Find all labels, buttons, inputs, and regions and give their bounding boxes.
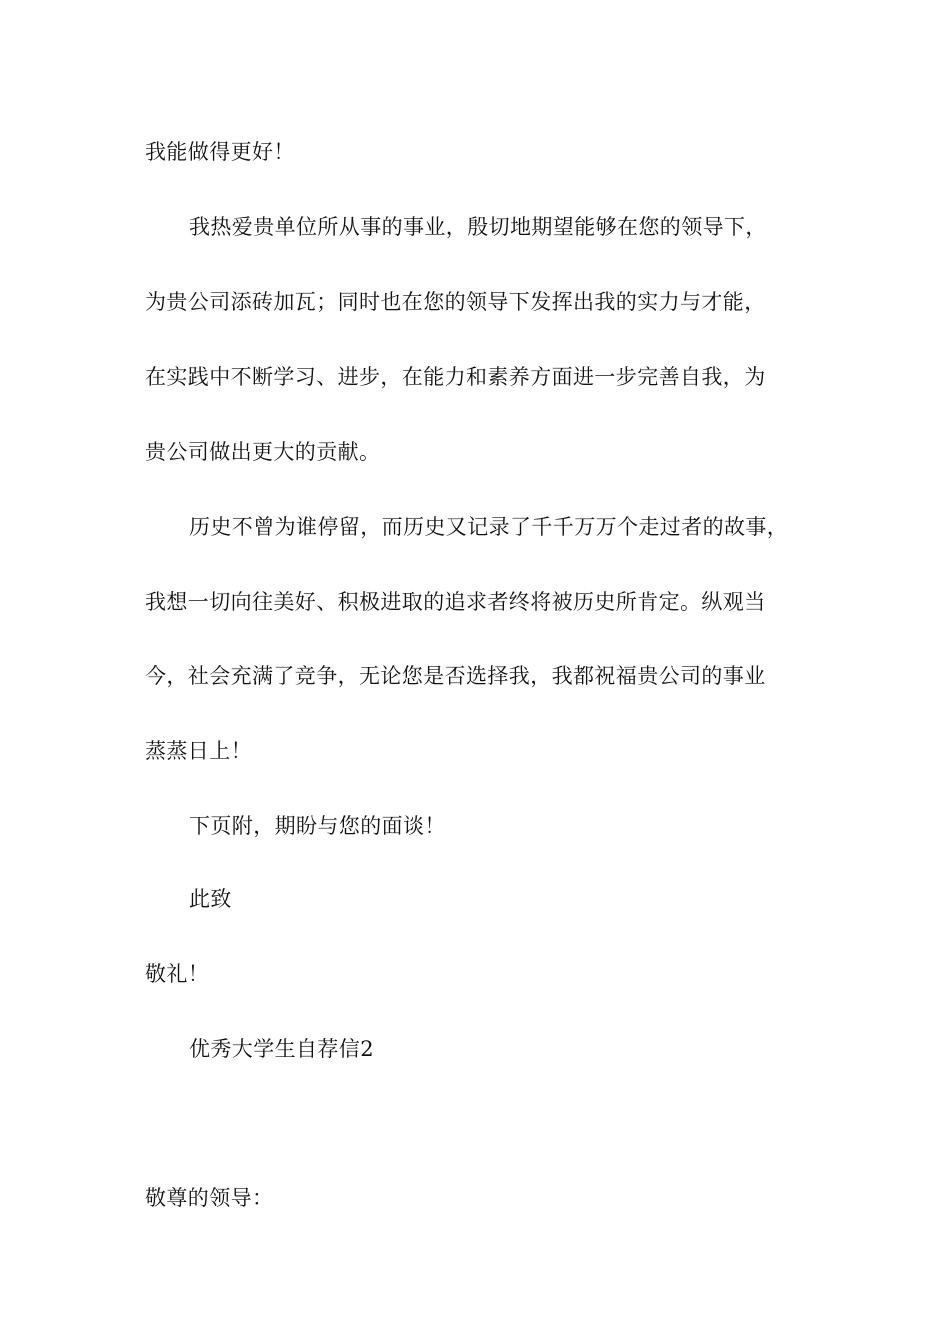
text-line-6: 历史不曾为谁停留，而历史又记录了千千万万个走过者的故事， xyxy=(189,515,789,539)
closing-salutation: 此致 xyxy=(189,887,232,911)
text-line-1: 我能做得更好！ xyxy=(145,140,295,164)
text-line-7: 我想一切向往美好、积极进取的追求者终将被历史所肯定。纵观当 xyxy=(145,590,766,614)
greeting-line: 敬尊的领导： xyxy=(145,1186,274,1210)
text-line-8: 今，社会充满了竞争，无论您是否选择我，我都祝福贵公司的事业 xyxy=(145,664,766,688)
text-line-4: 在实践中不断学习、进步，在能力和素养方面进一步完善自我，为 xyxy=(145,365,766,389)
text-line-9: 蒸蒸日上！ xyxy=(145,739,252,763)
text-line-10: 下页附，期盼与您的面谈！ xyxy=(189,814,446,838)
text-line-5: 贵公司做出更大的贡献。 xyxy=(145,440,381,464)
text-line-3: 为贵公司添砖加瓦；同时也在您的领导下发挥出我的实力与才能， xyxy=(145,290,766,314)
text-line-2: 我热爱贵单位所从事的事业，殷切地期望能够在您的领导下， xyxy=(189,215,767,239)
section-heading: 优秀大学生自荐信2 xyxy=(189,1037,374,1061)
closing-regards: 敬礼！ xyxy=(145,962,210,986)
